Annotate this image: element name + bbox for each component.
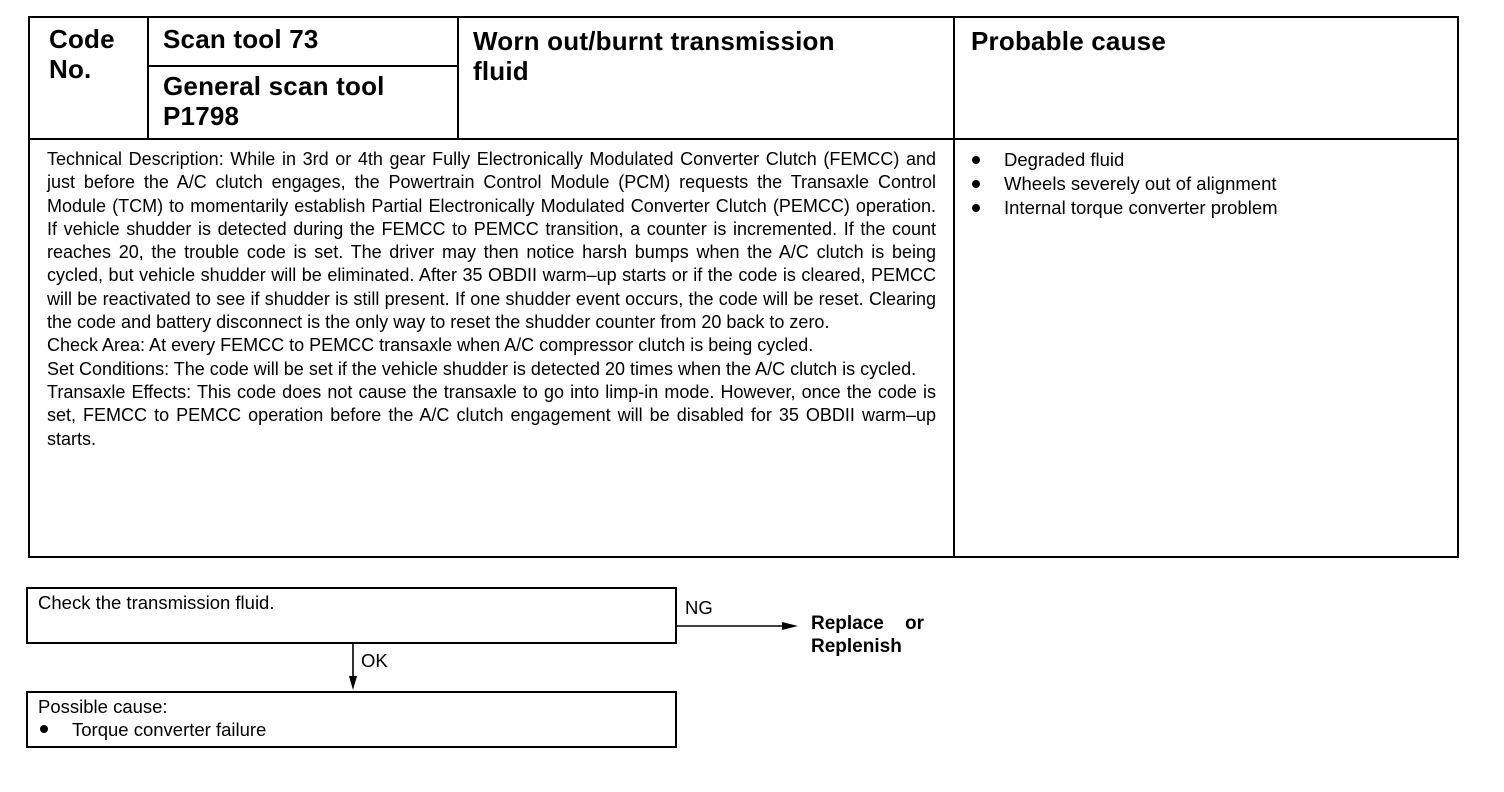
technical-description: Technical Description: While in 3rd or 4th gear Fully Electronically Modulated Converter Clutch (FEMCC) and just before the A/C clutch engages, the Powertrain Control Module (PCM) requests the Transaxle Control Module (TCM) to momentarily establish Partial Electronically Modulated Converter Clutch (PEMCC) operation. If vehicle shudder is detected during the FEMCC to PEMCC transition, a counter is incremented. If the count reaches 20, the trouble code is set. The driver may then notice harsh bumps when the A/C clutch is being cycled, but vehicle shudder will be eliminated. After 35 OBDII warm–up starts or if the code is cleared, PEMCC will be reactivated to see if shudder is still present. If one shudder event occurs, the code will be reset. Clearing the code and battery disconnect is the only way to reset the shudder counter from 20 back to zero. [47,149,936,333]
transaxle-effects: Transaxle Effects: This code does not cause the transaxle to go into limp-in mode. However, once the code is set, FEMCC to PEMCC operation before the A/C clutch engagement will be disabled for 35 OBDII warm–up starts. [47,381,936,449]
code-number-header: Code No. [49,24,115,84]
ok-label: OK [361,650,388,671]
list-item [969,196,1439,220]
check-fluid-label: Check the transmission fluid. [38,592,275,613]
possible-cause-bullet-icon [40,725,48,733]
probable-cause-header: Probable cause [971,26,1166,56]
general-scan-tool-code: General scan tool P1798 [163,71,385,131]
check-area: Check Area: At every FEMCC to PEMCC transaxle when A/C compressor clutch is being cycled. [47,335,814,356]
bullet-icon [972,204,980,212]
scan-tool-73-header: Scan tool 73 [163,24,319,54]
list-item [969,172,1439,196]
set-conditions: Set Conditions: The code will be set if the vehicle shudder is detected 20 times when the A/C clutch is cycled. [47,358,917,379]
code-column-divider [147,16,149,140]
cause-column-divider [953,16,955,558]
ok-arrow-icon [344,644,362,692]
replace-or-replenish: Replace or Replenish [811,613,924,657]
probable-cause-list [969,148,1439,220]
scan-tool-divider [147,65,459,67]
possible-cause-label: Possible cause: [38,696,168,717]
bullet-icon [972,156,980,164]
cause-text: Degraded fluid [1004,149,1125,170]
ng-label: NG [685,597,713,618]
possible-cause-item: Torque converter failure [72,719,267,740]
cause-text: Internal torque converter problem [1004,197,1278,218]
scan-column-divider [457,16,459,140]
cause-text: Wheels severely out of alignment [1004,173,1277,194]
header-divider [28,138,1459,140]
ng-arrow-icon [676,619,800,633]
bullet-icon [972,180,980,188]
list-item [969,148,1439,172]
page-title: Worn out/burnt transmission fluid [473,26,835,86]
description-block [47,148,936,451]
